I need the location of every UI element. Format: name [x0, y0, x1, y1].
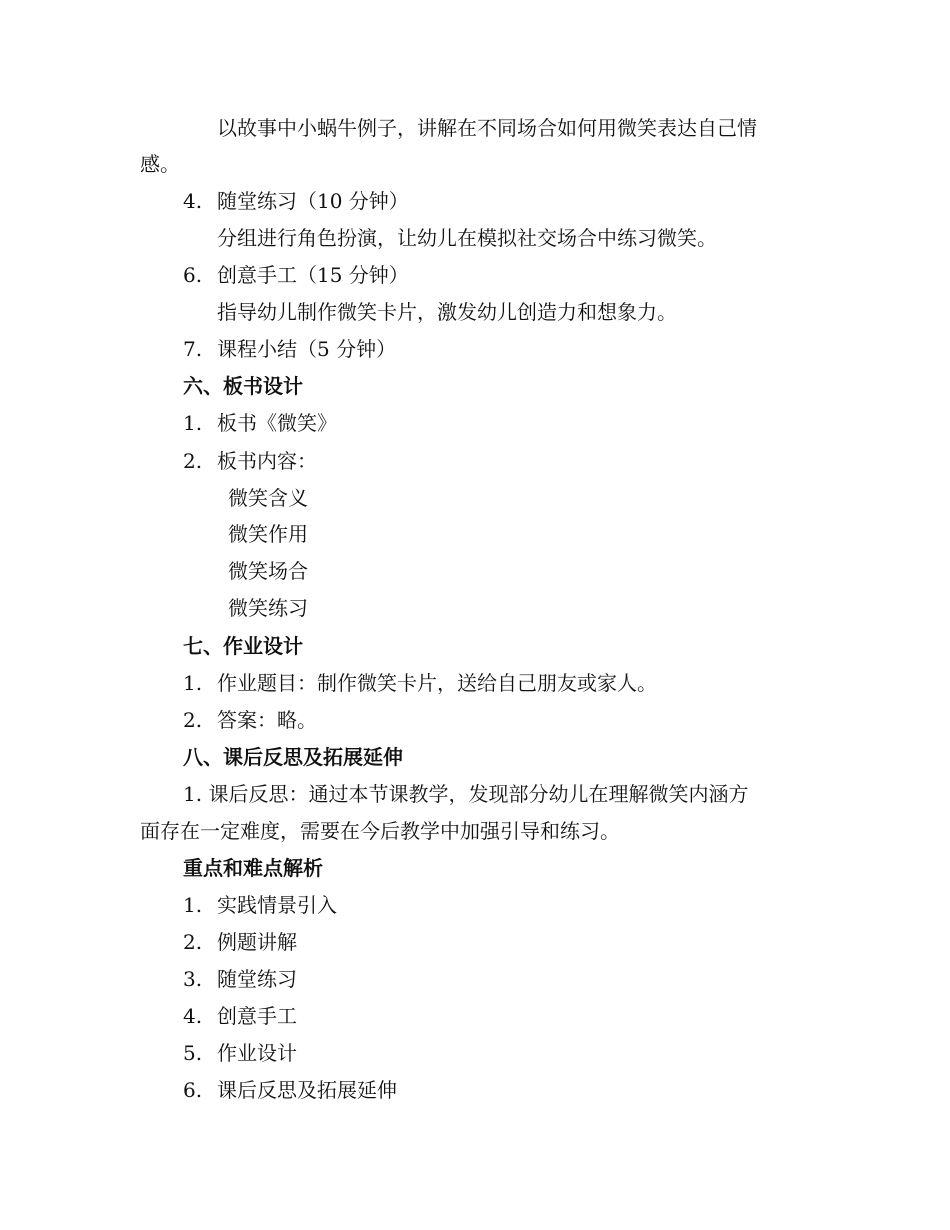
step-7-number: 7.	[183, 337, 203, 361]
homework-item-2-text: 答案：略。	[217, 708, 317, 732]
step-6-item	[183, 263, 409, 287]
key-point-item	[183, 967, 297, 991]
section-6-heading: 六、板书设计	[183, 374, 303, 398]
step-4-number: 4.	[183, 189, 203, 213]
step-6-title: 创意手工（15 分钟）	[217, 263, 409, 287]
board-item-2-text: 板书内容：	[217, 449, 317, 473]
key-point-text: 随堂练习	[217, 967, 297, 991]
reflection-line1: 1. 课后反思：通过本节课教学，发现部分幼儿在理解微笑内涵方	[183, 782, 749, 806]
key-point-number: 5.	[183, 1041, 203, 1065]
step-6-number: 6.	[183, 263, 203, 287]
key-point-item	[183, 1041, 297, 1065]
key-point-number: 1.	[183, 893, 203, 917]
intro-paragraph-line1: 以故事中小蜗牛例子，讲解在不同场合如何用微笑表达自己情	[217, 116, 757, 140]
section-7-heading: 七、作业设计	[183, 634, 303, 658]
homework-item-1	[183, 671, 657, 695]
step-7-title: 课程小结（5 分钟）	[217, 337, 397, 361]
step-4-description: 分组进行角色扮演，让幼儿在模拟社交场合中练习微笑。	[217, 226, 717, 250]
key-points-heading: 重点和难点解析	[183, 856, 323, 880]
step-6-description: 指导幼儿制作微笑卡片，激发幼儿创造力和想象力。	[217, 300, 677, 324]
key-point-item	[183, 893, 337, 917]
reflection-line2: 面存在一定难度，需要在今后教学中加强引导和练习。	[140, 819, 620, 843]
key-point-item	[183, 930, 297, 954]
board-content-item: 微笑作用	[228, 522, 308, 546]
key-point-text: 作业设计	[217, 1041, 297, 1065]
step-7-item	[183, 337, 396, 361]
board-item-1-text: 板书《微笑》	[217, 411, 337, 435]
key-point-text: 创意手工	[217, 1004, 297, 1028]
step-4-item	[183, 189, 409, 213]
key-point-text: 例题讲解	[217, 930, 297, 954]
key-point-text: 实践情景引入	[217, 893, 337, 917]
key-point-item	[183, 1078, 397, 1102]
key-point-number: 6.	[183, 1078, 203, 1102]
board-content-item: 微笑练习	[228, 596, 308, 620]
step-4-title: 随堂练习（10 分钟）	[217, 189, 409, 213]
key-point-number: 3.	[183, 967, 203, 991]
board-item-2	[183, 449, 317, 473]
homework-item-1-text: 作业题目：制作微笑卡片，送给自己朋友或家人。	[217, 671, 657, 695]
board-item-1-number: 1.	[183, 411, 203, 435]
board-item-1	[183, 411, 337, 435]
section-8-heading: 八、课后反思及拓展延伸	[183, 745, 403, 769]
homework-item-2-number: 2.	[183, 708, 203, 732]
homework-item-2	[183, 708, 317, 732]
board-content-item: 微笑场合	[228, 559, 308, 583]
intro-paragraph-line2: 感。	[140, 152, 180, 176]
key-point-number: 2.	[183, 930, 203, 954]
key-point-text: 课后反思及拓展延伸	[217, 1078, 397, 1102]
key-point-item	[183, 1004, 297, 1028]
board-item-2-number: 2.	[183, 449, 203, 473]
board-content-item: 微笑含义	[228, 486, 308, 510]
homework-item-1-number: 1.	[183, 671, 203, 695]
key-point-number: 4.	[183, 1004, 203, 1028]
